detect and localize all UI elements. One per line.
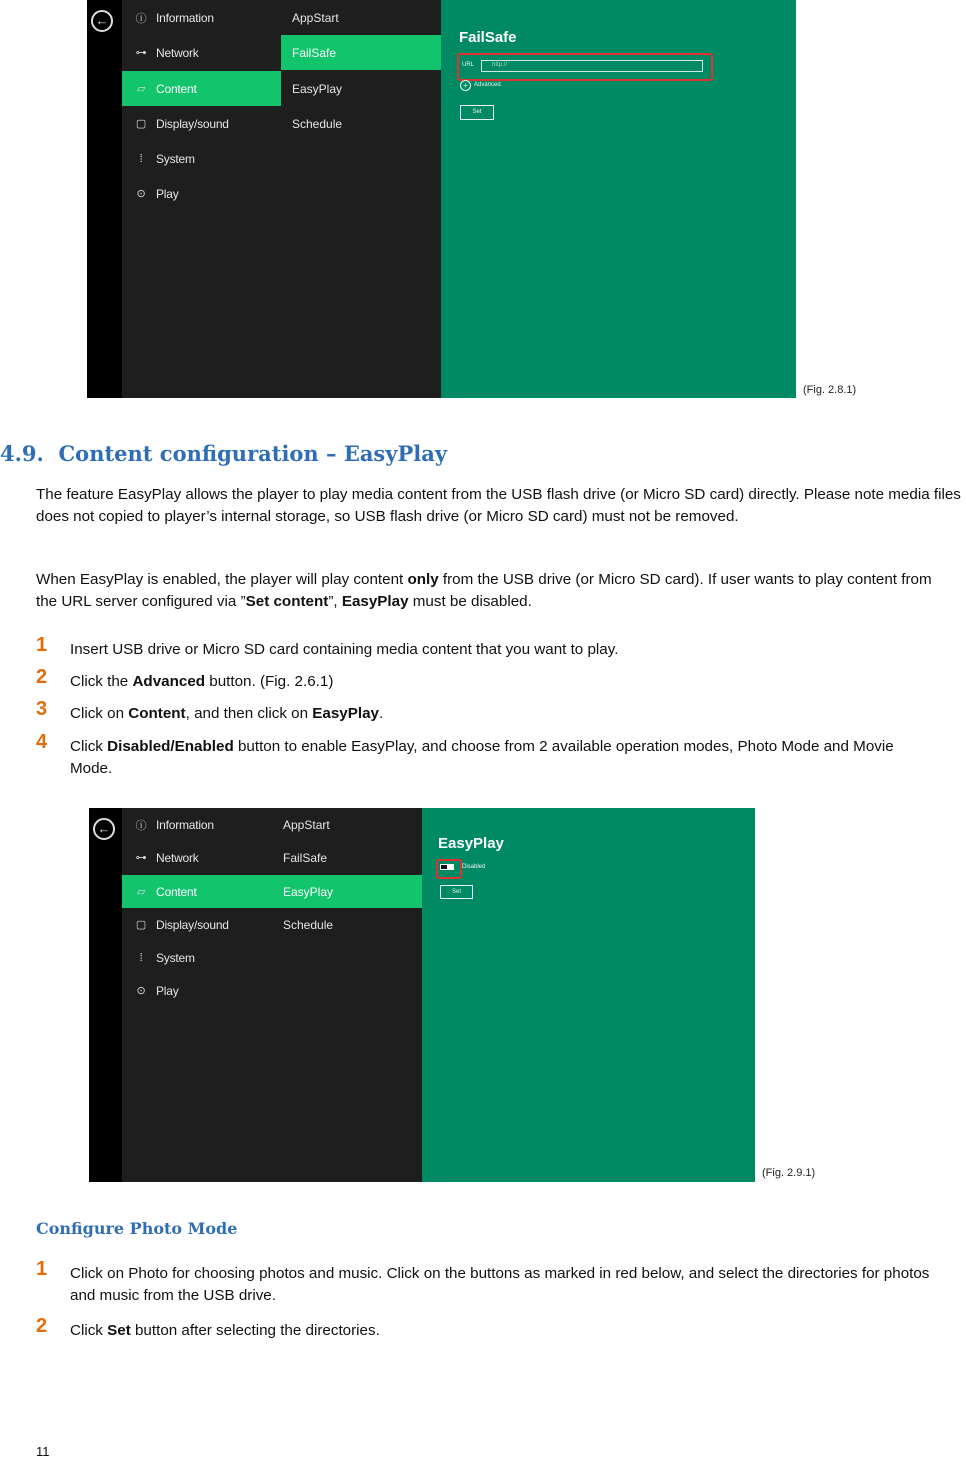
step-text: Click Disabled/Enabled button to enable EasyPlay, and choose from 2 available operation modes, Photo Mode and Movie Mode.: [70, 738, 894, 777]
submenu-item-appstart[interactable]: AppStart: [283, 817, 330, 832]
step-text: Click on Photo for choosing photos and music. Click on the buttons as marked in red below, and select the directories for photos and music from the USB drive.: [70, 1265, 930, 1304]
url-label: URL: [462, 62, 475, 68]
network-icon: ⊶: [135, 852, 147, 864]
step-text: Insert USB drive or Micro SD card containing media content that you want to play.: [70, 641, 619, 658]
figure-caption: (Fig. 2.8.1): [803, 384, 857, 396]
menu-item-content[interactable]: ▱ Content: [122, 71, 281, 106]
back-arrow-icon[interactable]: ←: [93, 818, 115, 840]
failsafe-panel: [441, 0, 796, 398]
plus-circle-icon: +: [460, 80, 471, 91]
play-icon: ⊙: [136, 188, 146, 200]
step-number: 2: [36, 1315, 48, 1337]
intro-paragraph: The feature EasyPlay allows the player to play media content from the USB flash drive (or Micro SD card) directly. Please note media files does not copied to player’s internal storage, so USB flash drive (or Micro SD card) must not be removed.: [36, 486, 961, 525]
submenu-item-easyplay[interactable]: EasyPlay: [292, 81, 343, 96]
menu-item-information[interactable]: ⓘ Information: [135, 10, 214, 25]
step-number: 2: [36, 666, 48, 688]
menu-item-network[interactable]: ⊶ Network: [135, 45, 199, 60]
display-icon: ▢: [135, 919, 147, 931]
step-text: Click the Advanced button. (Fig. 2.6.1): [70, 673, 334, 690]
toggle-label: Disabled: [462, 864, 486, 870]
figure-easyplay-screenshot: [89, 808, 755, 1182]
step-number: 1: [36, 634, 48, 656]
menu-item-display-sound[interactable]: ▢ Display/sound: [135, 116, 229, 131]
step-number: 1: [36, 1258, 48, 1280]
step-text: Click Set button after selecting the directories.: [70, 1322, 380, 1339]
panel-title: EasyPlay: [438, 835, 504, 852]
page-number: 11: [36, 1444, 50, 1459]
photo-mode-heading: Configure Photo Mode: [36, 1219, 238, 1238]
back-arrow-icon[interactable]: ←: [91, 10, 113, 32]
menu-item-system[interactable]: ⁞ System: [122, 141, 281, 176]
step-number: 3: [36, 698, 48, 720]
menu-item-network[interactable]: ⊶ Network: [135, 850, 199, 865]
step-text: Click on Content, and then click on EasyPlay.: [70, 705, 384, 722]
submenu-item-failsafe[interactable]: FailSafe: [281, 35, 441, 70]
url-input[interactable]: http://: [481, 60, 703, 72]
set-button[interactable]: Set: [460, 105, 494, 120]
panel-title: FailSafe: [459, 29, 517, 46]
content-icon: ▱: [136, 83, 146, 95]
menu-item-content[interactable]: ▱ Content: [122, 875, 272, 908]
submenu-item-schedule[interactable]: Schedule: [283, 917, 334, 932]
info-icon: ⓘ: [135, 819, 147, 832]
submenu-item-easyplay[interactable]: EasyPlay: [272, 875, 422, 908]
step-number: 4: [36, 731, 48, 753]
submenu-item-schedule[interactable]: Schedule: [292, 116, 343, 131]
system-icon: ⁞: [139, 951, 143, 964]
menu-item-display-sound[interactable]: ▢ Display/sound: [135, 917, 229, 932]
display-icon: ▢: [135, 118, 147, 130]
menu-item-system[interactable]: ⁞ System: [122, 941, 272, 974]
easyplay-note-paragraph: When EasyPlay is enabled, the player will play content only from the USB drive (or Micro SD card). If user wants to play content from the URL server configured via ”Set content”, EasyPlay must be disabled.: [36, 571, 932, 610]
submenu-item-failsafe[interactable]: FailSafe: [283, 850, 328, 865]
play-icon: ⊙: [136, 985, 146, 997]
easyplay-panel: [422, 808, 755, 1182]
set-button[interactable]: Set: [440, 885, 473, 899]
disabled-toggle[interactable]: [440, 864, 454, 870]
submenu-item-appstart[interactable]: AppStart: [292, 10, 339, 25]
figure-caption: (Fig. 2.9.1): [762, 1167, 816, 1179]
section-heading: 4.9. Content configuration – EasyPlay: [0, 441, 448, 466]
system-icon: ⁞: [139, 152, 143, 165]
content-icon: ▱: [136, 886, 146, 898]
menu-item-play[interactable]: ⊙ Play: [122, 176, 281, 211]
figure-failsafe-screenshot: [87, 0, 796, 398]
menu-item-information[interactable]: ⓘ Information: [135, 817, 214, 832]
advanced-toggle[interactable]: + Advanced: [460, 80, 540, 92]
menu-item-play[interactable]: ⊙ Play: [122, 974, 272, 1007]
network-icon: ⊶: [135, 47, 147, 59]
info-icon: ⓘ: [135, 12, 147, 25]
